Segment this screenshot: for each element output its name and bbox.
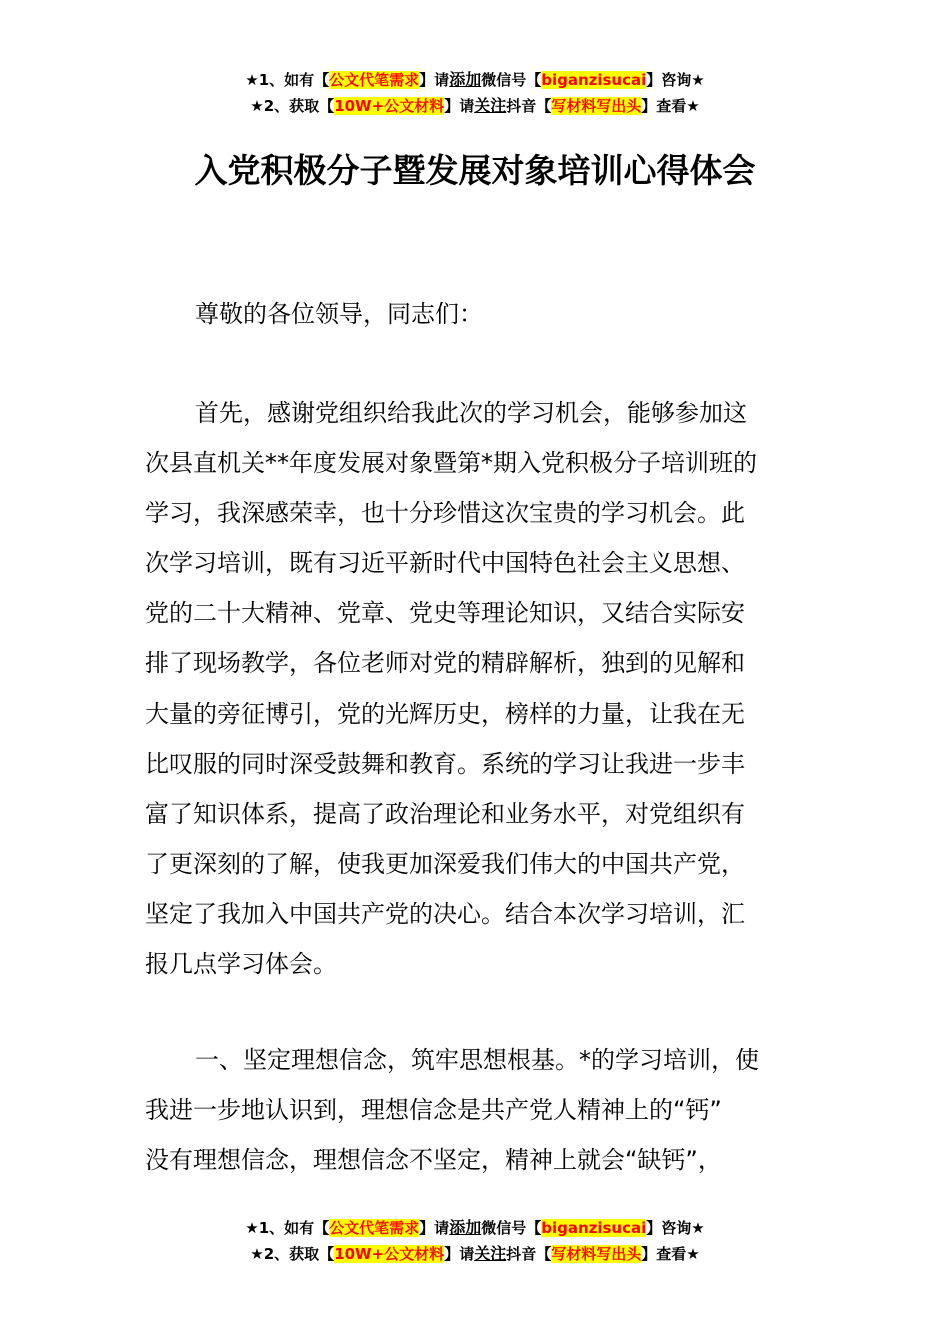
banner-highlight: 写材料写出头 [551, 1245, 642, 1263]
paragraph-line: 首先，感谢党组织给我此次的学习机会，能够参加这 [195, 399, 747, 427]
banner-highlight: 10W+公文材料 [334, 1245, 445, 1263]
document-title: 入党积极分子暨发展对象培训心得体会 [194, 151, 756, 190]
paragraph-line: 了更深刻的了解，使我更加深爱我们伟大的中国共产党， [145, 849, 745, 878]
banner-text: 】请 [419, 1219, 450, 1237]
paragraph-line: 没有理想信念，理想信念不坚定，精神上就会“缺钙”， [145, 1146, 722, 1175]
banner-emphasis: 添加 [449, 1218, 482, 1237]
banner-line-1 [0, 1215, 950, 1241]
banner-line-2 [0, 93, 950, 119]
banner-line-2 [0, 1241, 950, 1267]
paragraph-line: 党的二十大精神、党章、党史等理论知识，又结合实际安 [145, 599, 745, 628]
banner-text: 】请 [444, 97, 475, 115]
paragraph-line: 坚定了我加入中国共产党的决心。结合本次学习培训，汇 [145, 899, 745, 928]
banner-highlight: 公文代笔需求 [329, 1219, 420, 1237]
banner-text: ★2、获取【 [250, 97, 335, 115]
banner-emphasis: 关注 [474, 1244, 507, 1263]
banner-text: 微信号【 [481, 1219, 542, 1237]
paragraph-line: 学习，我深感荣幸，也十分珍惜这次宝贵的学习机会。此 [145, 499, 745, 528]
paragraph-line: 排了现场教学，各位老师对党的精辟解析，独到的见解和 [145, 649, 745, 678]
paragraph-line: 一、坚定理想信念，筑牢思想根基。*的学习培训，使 [195, 1046, 759, 1074]
banner-highlight: 10W+公文材料 [334, 97, 445, 115]
banner-text: ★2、获取【 [250, 1245, 335, 1263]
paragraph-line: 大量的旁征博引，党的光辉历史，榜样的力量，让我在无 [145, 699, 745, 728]
banner-emphasis: 添加 [449, 70, 482, 89]
banner-highlight: biganzisucai [541, 1219, 647, 1237]
banner-text: ★1、如有【 [245, 71, 330, 89]
banner-text: 】查看★ [641, 97, 700, 115]
banner-highlight: biganzisucai [541, 71, 647, 89]
banner-text: 抖音【 [506, 1245, 552, 1263]
banner-text: 抖音【 [506, 97, 552, 115]
salutation: 尊敬的各位领导，同志们： [195, 300, 483, 328]
paragraph-line: 比叹服的同时深受鼓舞和教育。系统的学习让我进一步丰 [145, 749, 745, 778]
paragraph-line: 我进一步地认识到，理想信念是共产党人精神上的“钙” [145, 1096, 722, 1125]
paragraph-line: 次学习培训，既有习近平新时代中国特色社会主义思想、 [145, 549, 745, 578]
paragraph-line: 富了知识体系，提高了政治理论和业务水平，对党组织有 [145, 799, 745, 828]
banner-line-1 [0, 67, 950, 93]
paragraph-line: 报几点学习体会。 [145, 950, 337, 979]
banner-highlight: 写材料写出头 [551, 97, 642, 115]
banner-text: ★1、如有【 [245, 1219, 330, 1237]
banner-text: 】咨询★ [646, 71, 705, 89]
header-banner [0, 67, 950, 119]
banner-text: 】咨询★ [646, 1219, 705, 1237]
banner-emphasis: 关注 [474, 96, 507, 115]
footer-banner [0, 1215, 950, 1267]
paragraph-section-one [145, 1035, 810, 1185]
paragraph-intro [145, 388, 810, 989]
banner-highlight: 公文代笔需求 [329, 71, 420, 89]
banner-text: 】查看★ [641, 1245, 700, 1263]
banner-text: 】请 [419, 71, 450, 89]
banner-text: 微信号【 [481, 71, 542, 89]
banner-text: 】请 [444, 1245, 475, 1263]
paragraph-line: 次县直机关**年度发展对象暨第*期入党积极分子培训班的 [145, 449, 757, 478]
